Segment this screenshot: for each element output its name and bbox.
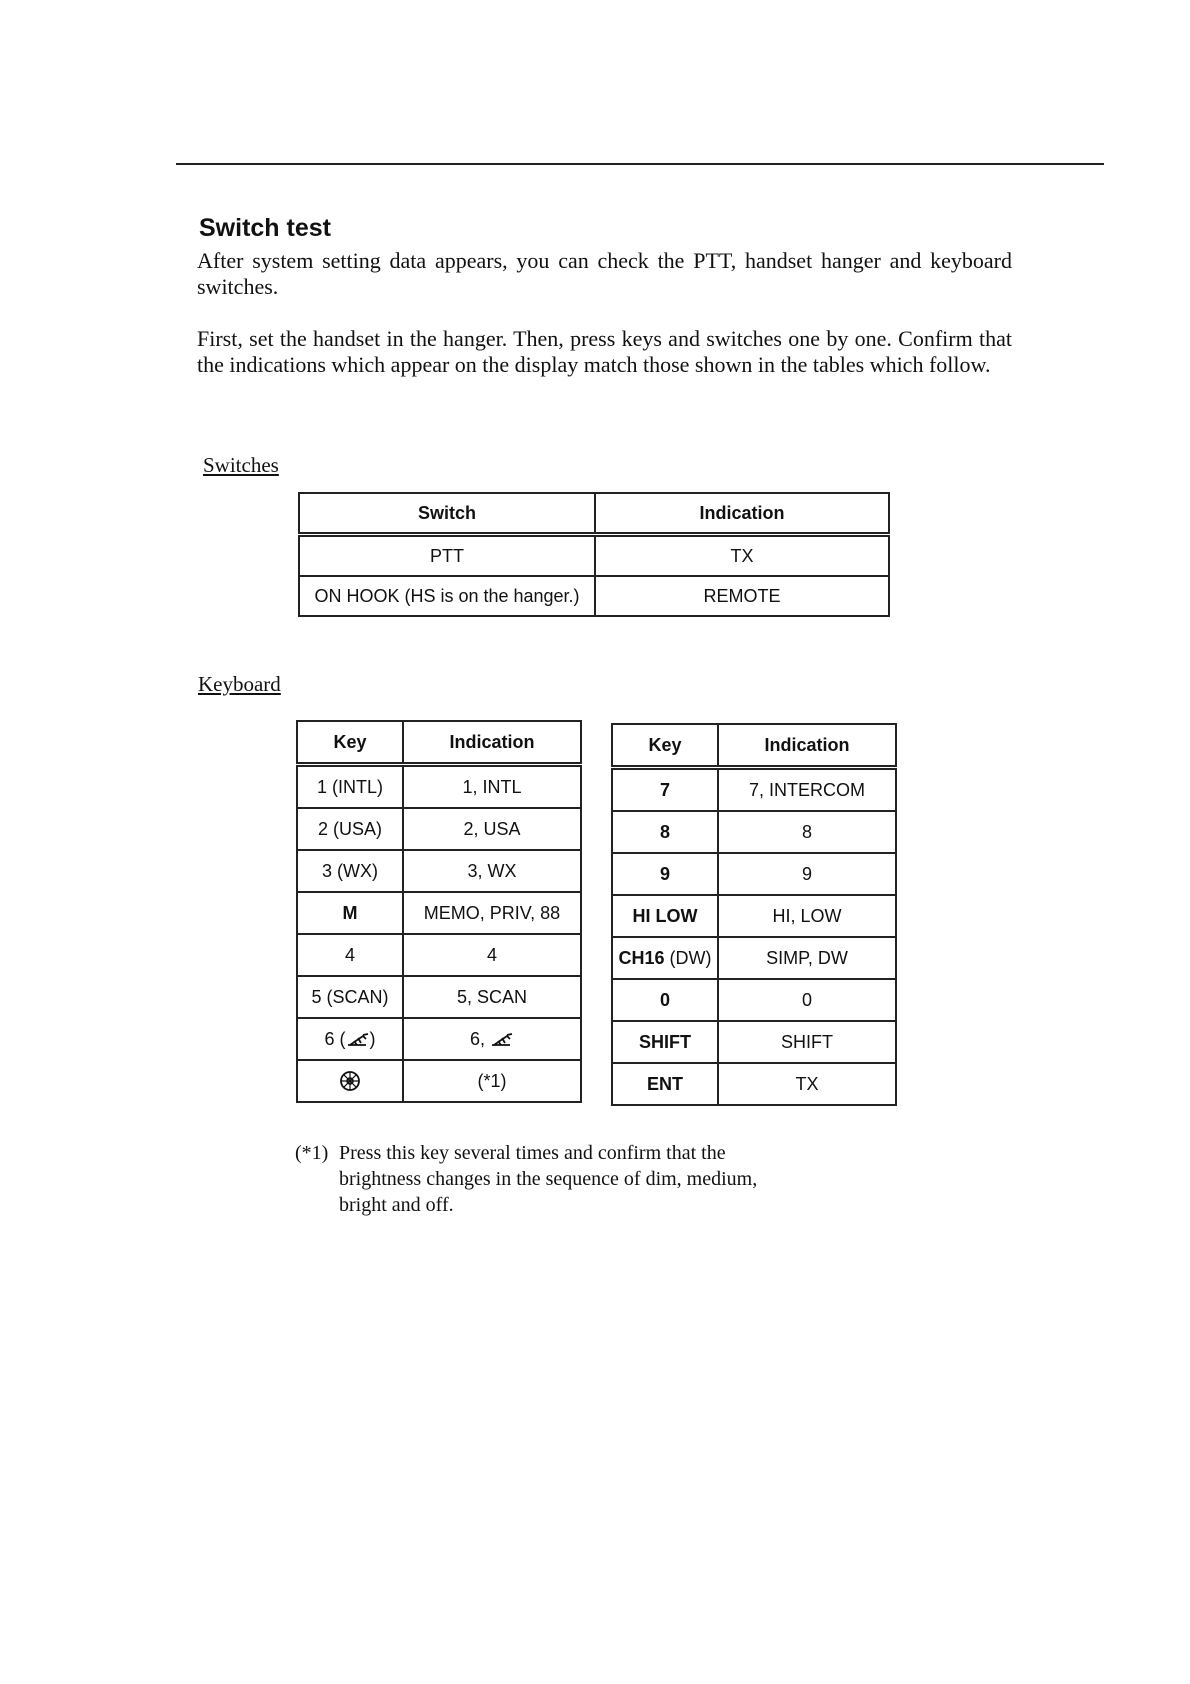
table-row — [299, 535, 889, 577]
instruction-paragraph: First, set the handset in the hanger. Then, press keys and switches one by one. Confirm that the indications which appear on the display match those shown in the tables which follow. — [197, 326, 1012, 377]
key-cell — [297, 1060, 403, 1102]
keyboard-label: Keyboard — [198, 672, 281, 696]
table-row — [612, 1021, 896, 1063]
key-cell: 4 — [297, 934, 403, 976]
table-row — [612, 895, 896, 937]
indication-cell: MEMO, PRIV, 88 — [403, 892, 581, 934]
key-cell: 9 — [612, 853, 718, 895]
indication-cell: HI, LOW — [718, 895, 896, 937]
section-heading: Switch test — [199, 214, 331, 242]
indication-header: Indication — [718, 724, 896, 768]
key-cell: M — [297, 892, 403, 934]
key-cell: 8 — [612, 811, 718, 853]
key-cell: HI LOW — [612, 895, 718, 937]
key-cell: ENT — [612, 1063, 718, 1105]
indication-cell: 7, INTERCOM — [718, 768, 896, 812]
table-row — [612, 937, 896, 979]
table-row — [297, 765, 581, 809]
indication-cell: 3, WX — [403, 850, 581, 892]
key-cell: SHIFT — [612, 1021, 718, 1063]
footnote-line3: bright and off. — [339, 1194, 454, 1216]
indication-cell: 1, INTL — [403, 765, 581, 809]
intro-paragraph: After system setting data appears, you can check the PTT, handset hanger and keyboard switches. — [197, 248, 1012, 299]
table-header-row — [299, 493, 889, 535]
keyboard-table-right — [611, 723, 897, 1106]
key-cell — [612, 937, 718, 979]
key-header: Key — [297, 721, 403, 765]
table-row — [612, 979, 896, 1021]
switches-label: Switches — [203, 453, 279, 477]
table-row — [612, 1063, 896, 1105]
indication-cell: 2, USA — [403, 808, 581, 850]
table-row — [299, 576, 889, 616]
key-cell: 0 — [612, 979, 718, 1021]
switch-header: Switch — [299, 493, 595, 535]
footnote-line1: Press this key several times and confirm that the — [339, 1142, 726, 1164]
footnote-line2: brightness changes in the sequence of dim, medium, — [339, 1168, 758, 1190]
table-row — [297, 892, 581, 934]
table-header-row — [612, 724, 896, 768]
table-row — [297, 850, 581, 892]
table-row — [297, 808, 581, 850]
footnote-mark: (*1) — [295, 1142, 329, 1164]
squelch-icon — [346, 1029, 370, 1049]
switch-cell: PTT — [299, 535, 595, 577]
indication-cell: SIMP, DW — [718, 937, 896, 979]
table-row — [297, 934, 581, 976]
indication-header: Indication — [595, 493, 889, 535]
keyboard-table-left — [296, 720, 582, 1103]
key-cell: 5 (SCAN) — [297, 976, 403, 1018]
key-cell — [297, 1018, 403, 1060]
indication-header: Indication — [403, 721, 581, 765]
key-cell: 1 (INTL) — [297, 765, 403, 809]
key-cell: 7 — [612, 768, 718, 812]
table-row — [297, 976, 581, 1018]
key-text-suffix: ) — [369, 1028, 376, 1049]
table-row — [612, 811, 896, 853]
indication-cell: REMOTE — [595, 576, 889, 616]
indication-text: 6, — [469, 1028, 490, 1049]
indication-cell: 9 — [718, 853, 896, 895]
indication-cell: 5, SCAN — [403, 976, 581, 1018]
table-row — [297, 1018, 581, 1060]
table-row — [612, 853, 896, 895]
indication-cell: (*1) — [403, 1060, 581, 1102]
switches-table — [298, 492, 890, 617]
table-row — [612, 768, 896, 812]
indication-cell: TX — [595, 535, 889, 577]
footnote — [295, 1140, 757, 1218]
indication-cell: 0 — [718, 979, 896, 1021]
indication-cell: TX — [718, 1063, 896, 1105]
indication-cell: SHIFT — [718, 1021, 896, 1063]
table-header-row — [297, 721, 581, 765]
key-text-rest: (DW) — [664, 947, 712, 968]
key-header: Key — [612, 724, 718, 768]
key-cell: 3 (WX) — [297, 850, 403, 892]
indication-cell: 4 — [403, 934, 581, 976]
key-text-bold: CH16 — [618, 947, 665, 968]
top-rule — [176, 163, 1104, 165]
squelch-icon — [490, 1029, 514, 1049]
key-text: 6 ( — [324, 1028, 346, 1049]
dimmer-icon — [339, 1070, 361, 1090]
indication-cell — [403, 1018, 581, 1060]
key-cell: 2 (USA) — [297, 808, 403, 850]
indication-cell: 8 — [718, 811, 896, 853]
table-row — [297, 1060, 581, 1102]
switch-cell: ON HOOK (HS is on the hanger.) — [299, 576, 595, 616]
